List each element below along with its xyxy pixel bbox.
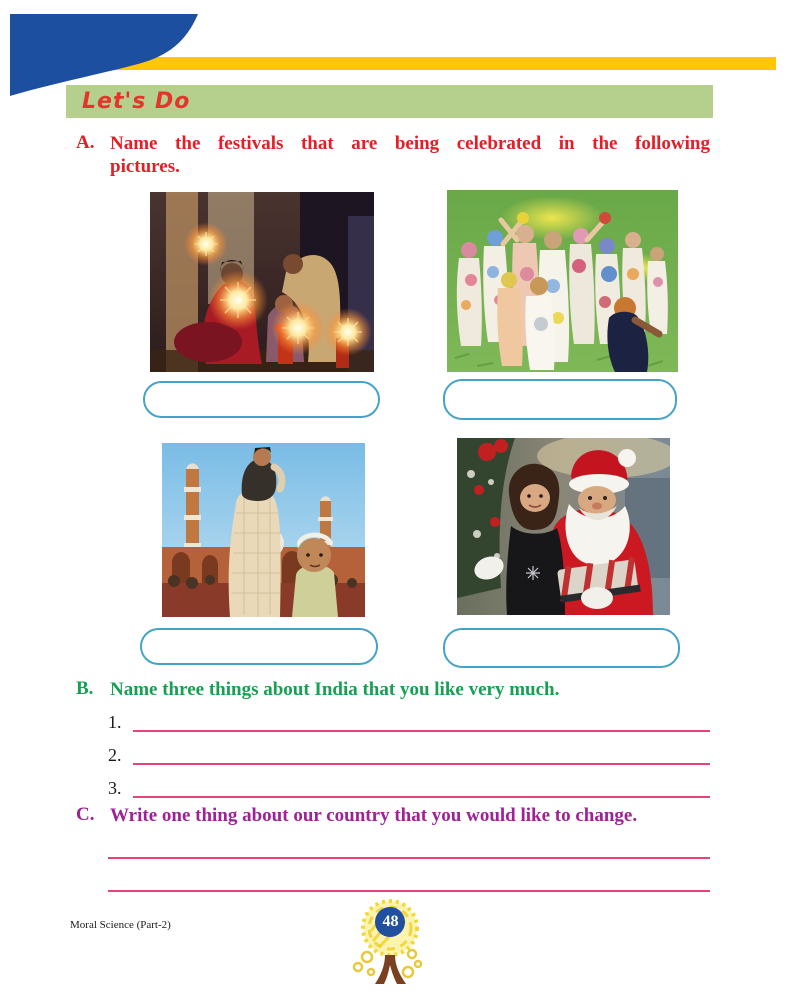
page-number-tree-badge: [345, 895, 435, 995]
write-line-b1[interactable]: [133, 730, 710, 732]
festival-answer-box-2[interactable]: [443, 379, 677, 420]
write-line-c2[interactable]: [108, 890, 710, 892]
write-line-c1[interactable]: [108, 857, 710, 859]
list-number-3: 3.: [108, 778, 122, 798]
lets-do-banner-label: Let's Do: [82, 89, 191, 114]
diwali-family-sparklers-photo: [150, 192, 374, 372]
section-a-label: A.: [76, 132, 95, 153]
festival-answer-box-4[interactable]: [443, 628, 680, 668]
list-number-2: 2.: [108, 745, 122, 765]
section-a-line1: Name the festivals that are being celebrated in the following: [110, 133, 710, 154]
page-number: 48: [382, 913, 399, 930]
section-b-heading: Name three things about India that you like very much.: [110, 679, 560, 700]
header-blue-swoosh: [8, 12, 208, 98]
christmas-santa-gift-photo: [457, 438, 670, 615]
holi-colour-crowd-photo: [447, 190, 678, 372]
list-number-1: 1.: [108, 712, 122, 732]
festival-answer-box-3[interactable]: [140, 628, 378, 665]
header-yellow-rule: [115, 57, 776, 70]
festival-answer-box-1[interactable]: [143, 381, 380, 418]
book-title: Moral Science (Part-2): [70, 919, 171, 931]
section-c-heading: Write one thing about our country that you would like to change.: [110, 805, 638, 826]
write-line-b2[interactable]: [133, 763, 710, 765]
eid-mosque-prayer-photo: [162, 443, 365, 617]
section-a-line2: pictures.: [110, 156, 180, 177]
section-b-label: B.: [76, 678, 94, 699]
section-a-heading: [110, 132, 710, 178]
write-line-b3[interactable]: [133, 796, 710, 798]
section-c-label: C.: [76, 804, 95, 825]
